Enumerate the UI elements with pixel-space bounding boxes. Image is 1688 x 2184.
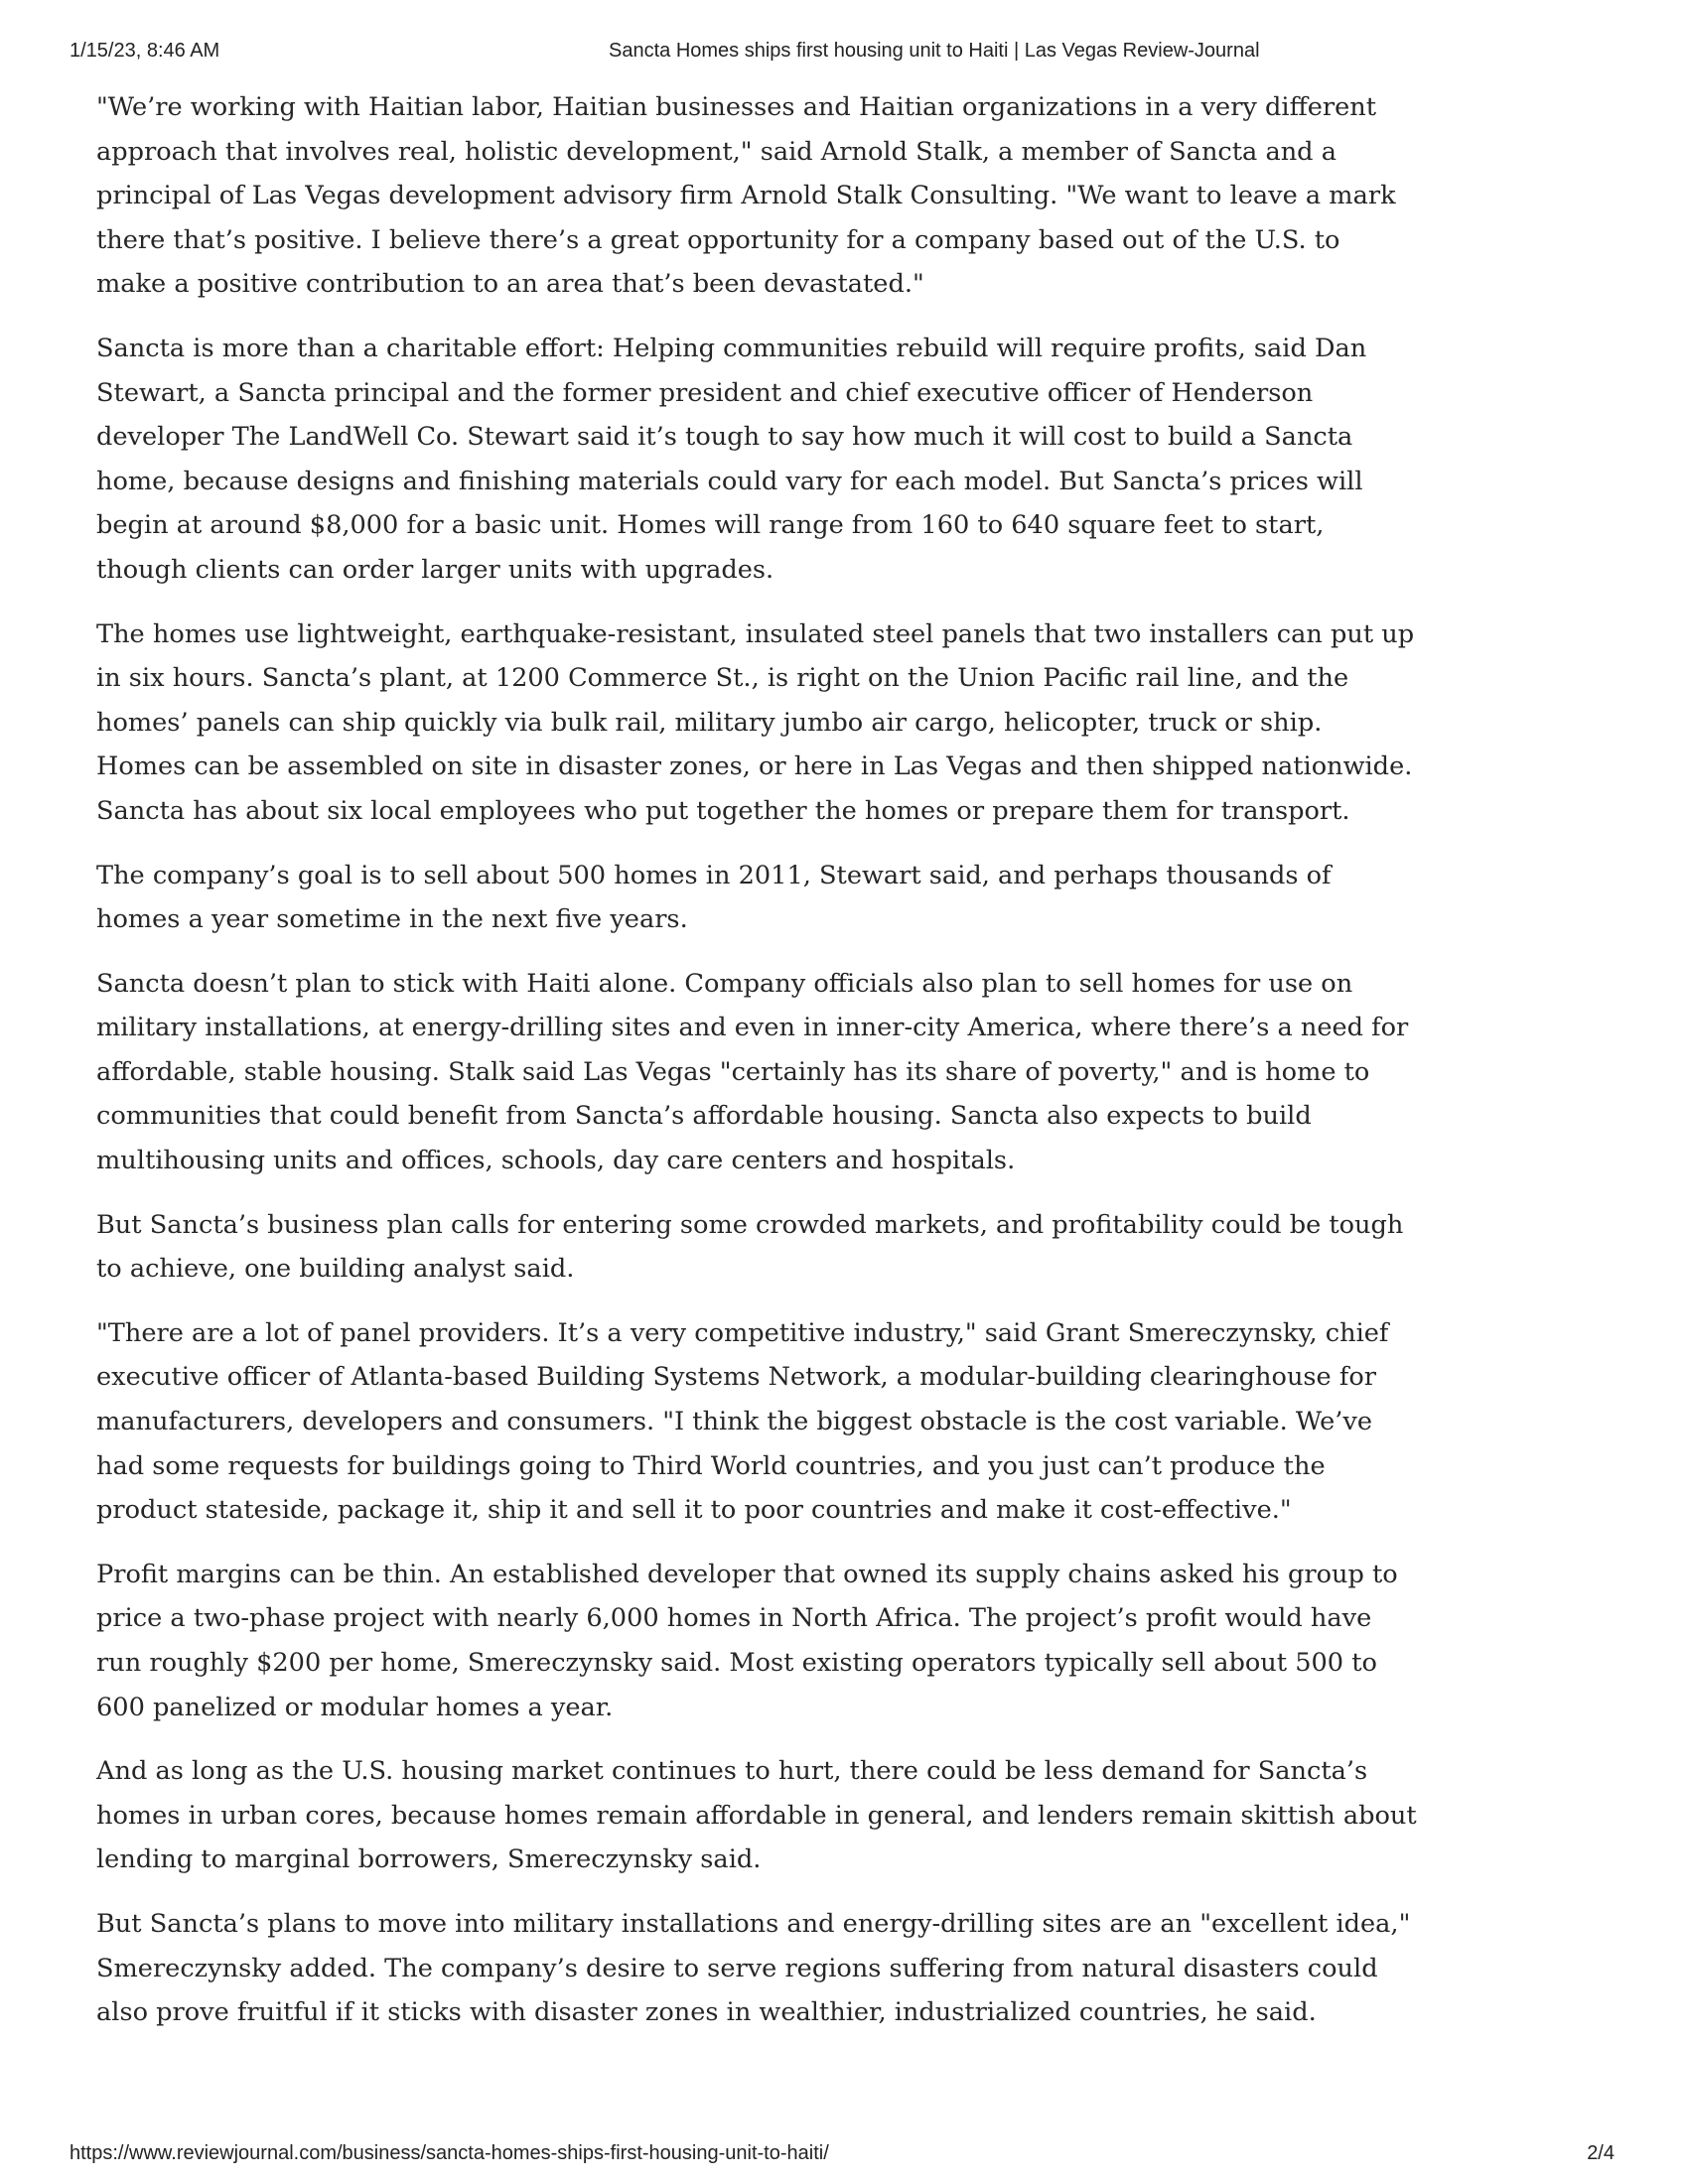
- print-datetime: 1/15/23, 8:46 AM: [70, 40, 220, 62]
- article-paragraph: The homes use lightweight, earthquake-resistant, insulated steel panels that two installers can put up in six hours. Sancta’s plant, at 1200 Commerce St., is right on the Union Pacific rail line, and the homes’ panels can ship quickly via bulk rail, military jumbo air cargo, helicopter, truck or ship. Homes can be assembled on site in disaster zones, or here in Las Vegas and then shipped nationwide. Sancta has about six local employees who put together the homes or prepare them for transport.: [96, 618, 1415, 826]
- print-page-title: Sancta Homes ships first housing unit to Haiti | Las Vegas Review-Journal: [609, 40, 1260, 62]
- article-paragraph: "There are a lot of panel providers. It’s a very competitive industry," said Grant Smereczynsky, chief executive officer of Atlanta-based Building Systems Network, a modular-building clearinghouse for manufacturers, developers and consumers. "I think the biggest obstacle is the cost variable. We’ve had some requests for buildings going to Third World countries, and you just can’t produce the product stateside, package it, ship it and sell it to poor countries and make it cost-effective.": [96, 1317, 1389, 1526]
- article-paragraph: But Sancta’s business plan calls for entering some crowded markets, and profitability could be tough to achieve, one building analyst said.: [96, 1209, 1404, 1285]
- article-paragraph: Profit margins can be thin. An established developer that owned its supply chains asked his group to price a two-phase project with nearly 6,000 homes in North Africa. The project’s profit would have run roughly $200 per home, Smereczynsky said. Most existing operators typically sell about 500 to 600 panelized or modular homes a year.: [96, 1559, 1398, 1722]
- print-url: https://www.reviewjournal.com/business/sancta-homes-ships-first-housing-unit-to-haiti/: [70, 2142, 829, 2164]
- print-header: [70, 40, 1618, 69]
- print-footer: [70, 2142, 1618, 2172]
- article-paragraph: And as long as the U.S. housing market continues to hurt, there could be less demand for Sancta’s homes in urban cores, because homes remain affordable in general, and lenders remain skittish about lending to marginal borrowers, Smereczynsky said.: [96, 1756, 1417, 1875]
- page-number: 2/4: [1587, 2142, 1615, 2164]
- article-paragraph: Sancta is more than a charitable effort: Helping communities rebuild will require profits, said Dan Stewart, a Sancta principal and the former president and chief executive officer of Henderson developer The LandWell Co. Stewart said it’s tough to say how much it will cost to build a Sancta home, because designs and finishing materials could vary for each model. But Sancta’s prices will begin at around $8,000 for a basic unit. Homes will range from 160 to 640 square feet to start, though clients can order larger units with upgrades.: [96, 333, 1367, 585]
- article-paragraph: "We’re working with Haitian labor, Haitian businesses and Haitian organizations in a very different approach that involves real, holistic development," said Arnold Stalk, a member of Sancta and a principal of Las Vegas development advisory firm Arnold Stalk Consulting. "We want to leave a mark there that’s positive. I believe there’s a great opportunity for a company based out of the U.S. to make a positive contribution to an area that’s been devastated.": [96, 92, 1396, 300]
- article-body: [96, 85, 1417, 2055]
- article-paragraph: The company’s goal is to sell about 500 homes in 2011, Stewart said, and perhaps thousands of homes a year sometime in the next five years.: [96, 860, 1332, 935]
- article-paragraph: Sancta doesn’t plan to stick with Haiti alone. Company officials also plan to sell homes for use on military installations, at energy-drilling sites and even in inner-city America, where there’s a need for affordable, stable housing. Stalk said Las Vegas "certainly has its share of poverty," and is home to communities that could benefit from Sancta’s affordable housing. Sancta also expects to build multihousing units and offices, schools, day care centers and hospitals.: [96, 968, 1409, 1176]
- article-paragraph: But Sancta’s plans to move into military installations and energy-drilling sites are an "excellent idea," Smereczynsky added. The company’s desire to serve regions suffering from natural disasters could also prove fruitful if it sticks with disaster zones in wealthier, industrialized countries, he said.: [96, 1908, 1411, 2028]
